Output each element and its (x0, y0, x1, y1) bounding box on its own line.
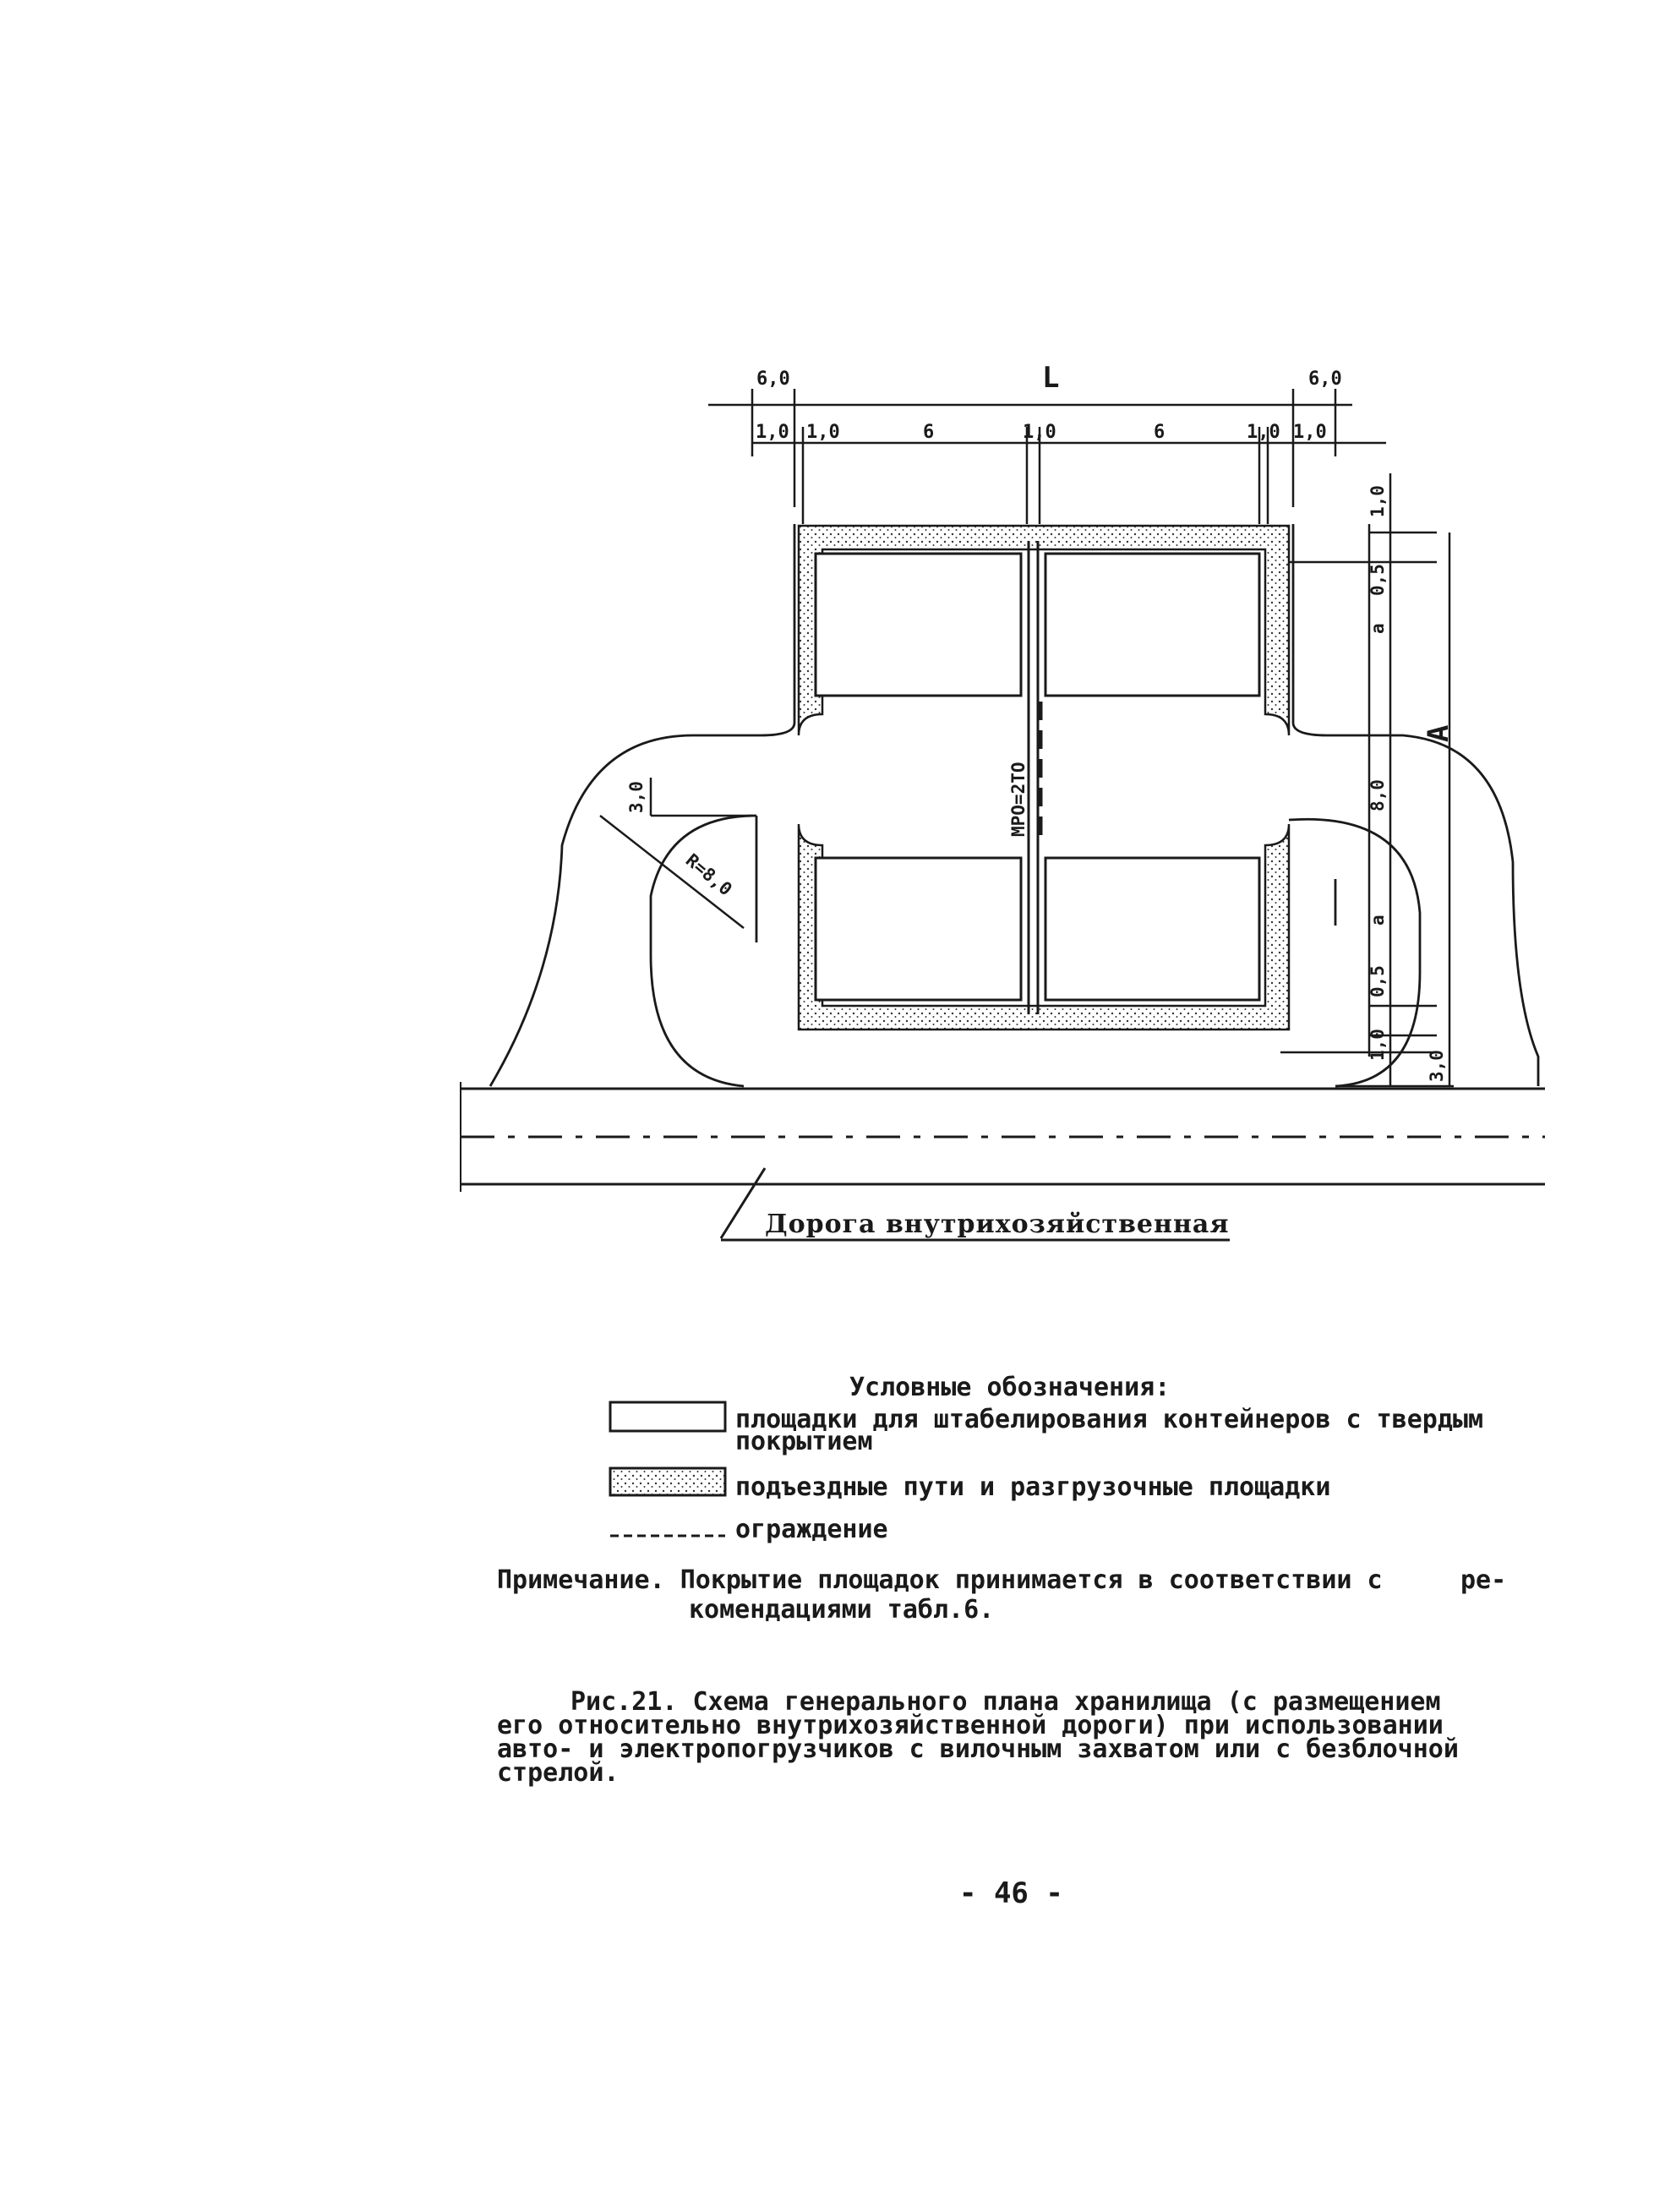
dim-total-length: L (1042, 361, 1060, 395)
caption-line-2: его относительно внутрихозяйственной дороги) при использовании (497, 1711, 1444, 1740)
dim-total-depth: A (1422, 724, 1455, 742)
dim-right-outer: 6,0 (1308, 369, 1342, 390)
dotted-rect-icon (609, 1466, 729, 1500)
dim-right-width: 6 (1154, 422, 1166, 443)
legend-item-access-label: подъездные пути и разгрузочные площадки (735, 1472, 1331, 1502)
storage-pad (1045, 858, 1259, 1000)
dim-bottom-gap: 1,0 (1367, 1029, 1388, 1061)
dim-center: 1,0 (1023, 422, 1056, 443)
center-dim-label: MPO=2ТО (1008, 762, 1029, 837)
dim-block-bottom: a (1367, 915, 1388, 926)
dim-left-2: 1,0 (806, 422, 840, 443)
dim-bottom-half: 0,5 (1367, 965, 1388, 997)
caption-line-4: стрелой. (497, 1758, 620, 1788)
road-label: Дорога внутрихозяйственная (765, 1210, 1230, 1239)
caption-line-3: авто- и электропогрузчиков с вилочным захватом или с безблочной (497, 1734, 1459, 1764)
main-road (461, 1082, 1545, 1192)
fence-line-icon (609, 1517, 729, 1543)
note-line-1: Примечание. Покрытие площадок принимается в соответствии с (497, 1565, 1383, 1595)
right-dim-labels (1367, 485, 1455, 1082)
dim-top-gap: 1,0 (1367, 485, 1388, 517)
storage-pad (816, 858, 1021, 1000)
legend-item-storage-label-2: покрытием (735, 1427, 873, 1456)
radius-label: R=8,0 (681, 849, 736, 900)
dim-right-1: 1,0 (1293, 422, 1327, 443)
radius-marker (600, 778, 752, 928)
note-line-2: комендациями табл.6. (689, 1595, 995, 1625)
dim-aisle: 8,0 (1367, 779, 1388, 811)
plain-rect-icon (609, 1401, 729, 1434)
legend-item-fence-label: ограждение (735, 1515, 888, 1544)
dim-left-width: 6 (923, 422, 935, 443)
legend-item-storage-label: площадки для штабелирования контейнеров с твердым (735, 1405, 1484, 1434)
top-dimensions (708, 389, 1386, 524)
dim-left-1: 1,0 (756, 422, 789, 443)
storage-pad (816, 554, 1021, 696)
dim-block-top: a (1367, 623, 1388, 634)
center-aisle (1029, 541, 1040, 1014)
caption-line-1: Рис.21. Схема генерального плана хранилища (с размещением (570, 1687, 1441, 1717)
page-number: - 46 - (959, 1876, 1063, 1910)
dim-road-gap: 3,0 (1427, 1050, 1447, 1082)
dim-left-outer: 6,0 (756, 369, 790, 390)
dim-top-half: 0,5 (1367, 564, 1388, 596)
left-gap-label: 3,0 (626, 781, 647, 813)
dim-right-2: 1,0 (1247, 422, 1280, 443)
legend-title: Условные обозначения: (849, 1373, 1171, 1402)
note-line-1-end: ре- (1460, 1565, 1507, 1595)
storage-pad (1045, 554, 1259, 696)
